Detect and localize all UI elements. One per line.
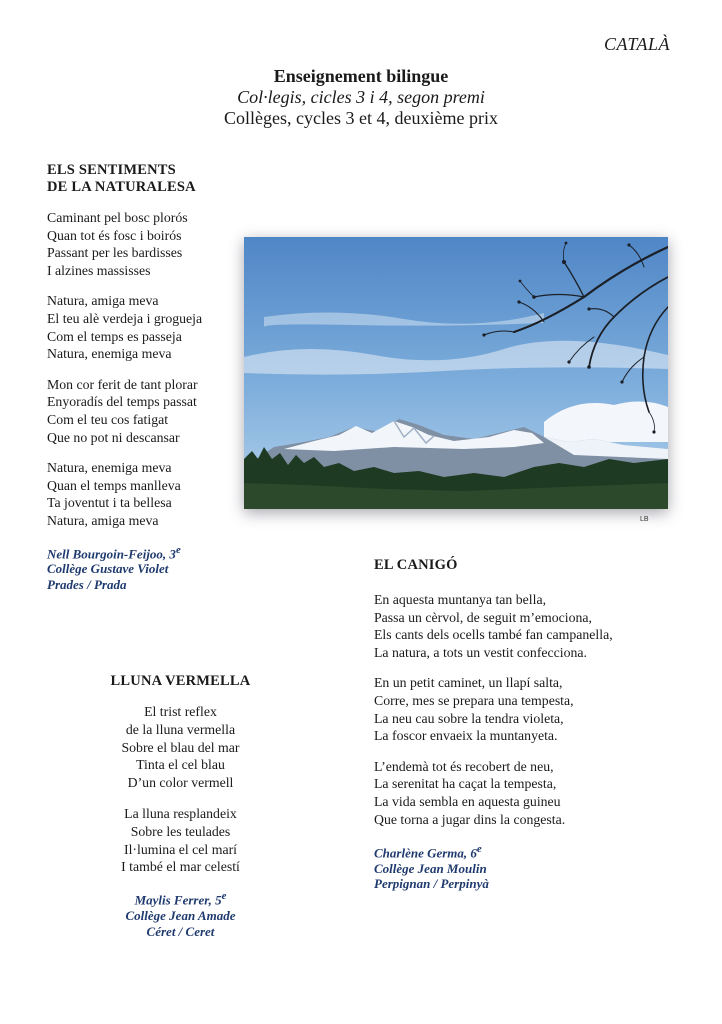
verse: Natura, amiga meva — [47, 512, 159, 528]
poem-lluna-vermella — [58, 673, 303, 939]
header-subtitle-catalan: Col·legis, cicles 3 i 4, segon premi — [237, 87, 485, 107]
verse: En aquesta muntanya tan bella, — [374, 592, 547, 607]
verse: Passa un cèrvol, de seguit m’emociona, — [374, 609, 593, 625]
verse: Que no pot ni descansar — [47, 429, 180, 445]
verse: Caminant pel bosc plorós — [47, 210, 188, 225]
poem-els-sentiments — [47, 162, 247, 592]
author-town: Céret / Ceret — [146, 923, 215, 939]
stanza — [374, 591, 674, 661]
author-name: Charlène Germa, 6e — [374, 843, 482, 861]
header-title: Enseignement bilingue — [273, 66, 449, 86]
author-school: Collège Jean Moulin — [374, 860, 487, 876]
verse: de la lluna vermella — [125, 721, 236, 737]
verse: La natura, a tots un vestit confecciona. — [374, 644, 588, 660]
verse: La vida sembla en aquesta guineu — [374, 793, 561, 809]
verse: Com el teu cos fatigat — [47, 411, 169, 427]
author-name: Nell Bourgoin-Feijoo, 3e — [47, 543, 181, 561]
stanza — [58, 703, 303, 792]
author-school: Collège Gustave Violet — [47, 561, 169, 577]
poem-title-line: ELS SENTIMENTS — [47, 162, 176, 178]
verse: Que torna a jugar dins la congesta. — [374, 811, 566, 827]
verse: Enyoradís del temps passat — [47, 394, 197, 410]
poem-title: EL CANIGÓ — [374, 557, 458, 573]
author-name: Maylis Ferrer, 5e — [134, 890, 227, 908]
stanza — [374, 674, 674, 744]
verse: La foscor envaeix la muntanyeta. — [374, 728, 558, 744]
stanza — [47, 459, 247, 529]
verse: El teu alè verdeja i grogueja — [47, 310, 203, 326]
author-town: Perpignan / Perpinyà — [374, 876, 489, 892]
poem-title: LLUNA VERMELLA — [110, 673, 251, 689]
header-subtitle-french: Collèges, cycles 3 et 4, deuxième prix — [224, 108, 498, 128]
mountain-photo — [244, 237, 668, 509]
verse: Passant per les bardisses — [47, 245, 183, 261]
language-label: CATALÀ — [603, 34, 670, 54]
verse: I alzines massisses — [47, 262, 151, 278]
verse: I també el mar celestí — [121, 859, 240, 875]
verse: La serenitat ha caçat la tempesta, — [374, 776, 557, 792]
verse: En un petit caminet, un llapí salta, — [374, 675, 563, 691]
verse: Com el temps es passeja — [47, 328, 182, 344]
poem-title-line: DE LA NATURALESA — [47, 179, 196, 195]
verse: Natura, amiga meva — [47, 293, 159, 309]
author-town: Prades / Prada — [47, 576, 127, 592]
verse: La lluna resplandeix — [124, 805, 237, 821]
verse: Quan tot és fosc i boirós — [47, 227, 182, 243]
stanza — [374, 758, 674, 828]
verse: La neu cau sobre la tendra violeta, — [374, 710, 564, 726]
author-school: Collège Jean Amade — [125, 908, 236, 923]
poem-el-canigo — [374, 557, 674, 892]
canigo-landscape-image — [244, 237, 668, 509]
photo-credit: LB — [640, 516, 649, 523]
author-block — [47, 543, 247, 593]
verse: Mon cor ferit de tant plorar — [47, 376, 198, 392]
verse: Quan el temps manlleva — [47, 477, 181, 493]
verse: Natura, enemiga meva — [47, 346, 172, 362]
verse: Natura, enemiga meva — [47, 460, 172, 476]
verse: Sobre les teulades — [130, 823, 231, 839]
verse: Els cants dels ocells també fan campanella, — [374, 627, 613, 643]
verse: D’un color vermell — [127, 775, 234, 791]
stanza — [47, 292, 247, 362]
verse: Tinta el cel blau — [136, 757, 225, 773]
poem-title — [47, 162, 247, 196]
verse: El trist reflex — [144, 704, 217, 719]
verse: Il·lumina el cel marí — [123, 841, 237, 857]
author-block — [58, 889, 303, 939]
verse: L’endemà tot és recobert de neu, — [374, 758, 554, 774]
stanza — [47, 376, 247, 446]
stanza — [47, 209, 247, 279]
verse: Corre, mes se prepara una tempesta, — [374, 692, 574, 708]
verse: Sobre el blau del mar — [121, 739, 240, 755]
author-block — [374, 842, 674, 892]
stanza — [58, 805, 303, 876]
verse: Ta joventut i ta bellesa — [47, 495, 172, 511]
